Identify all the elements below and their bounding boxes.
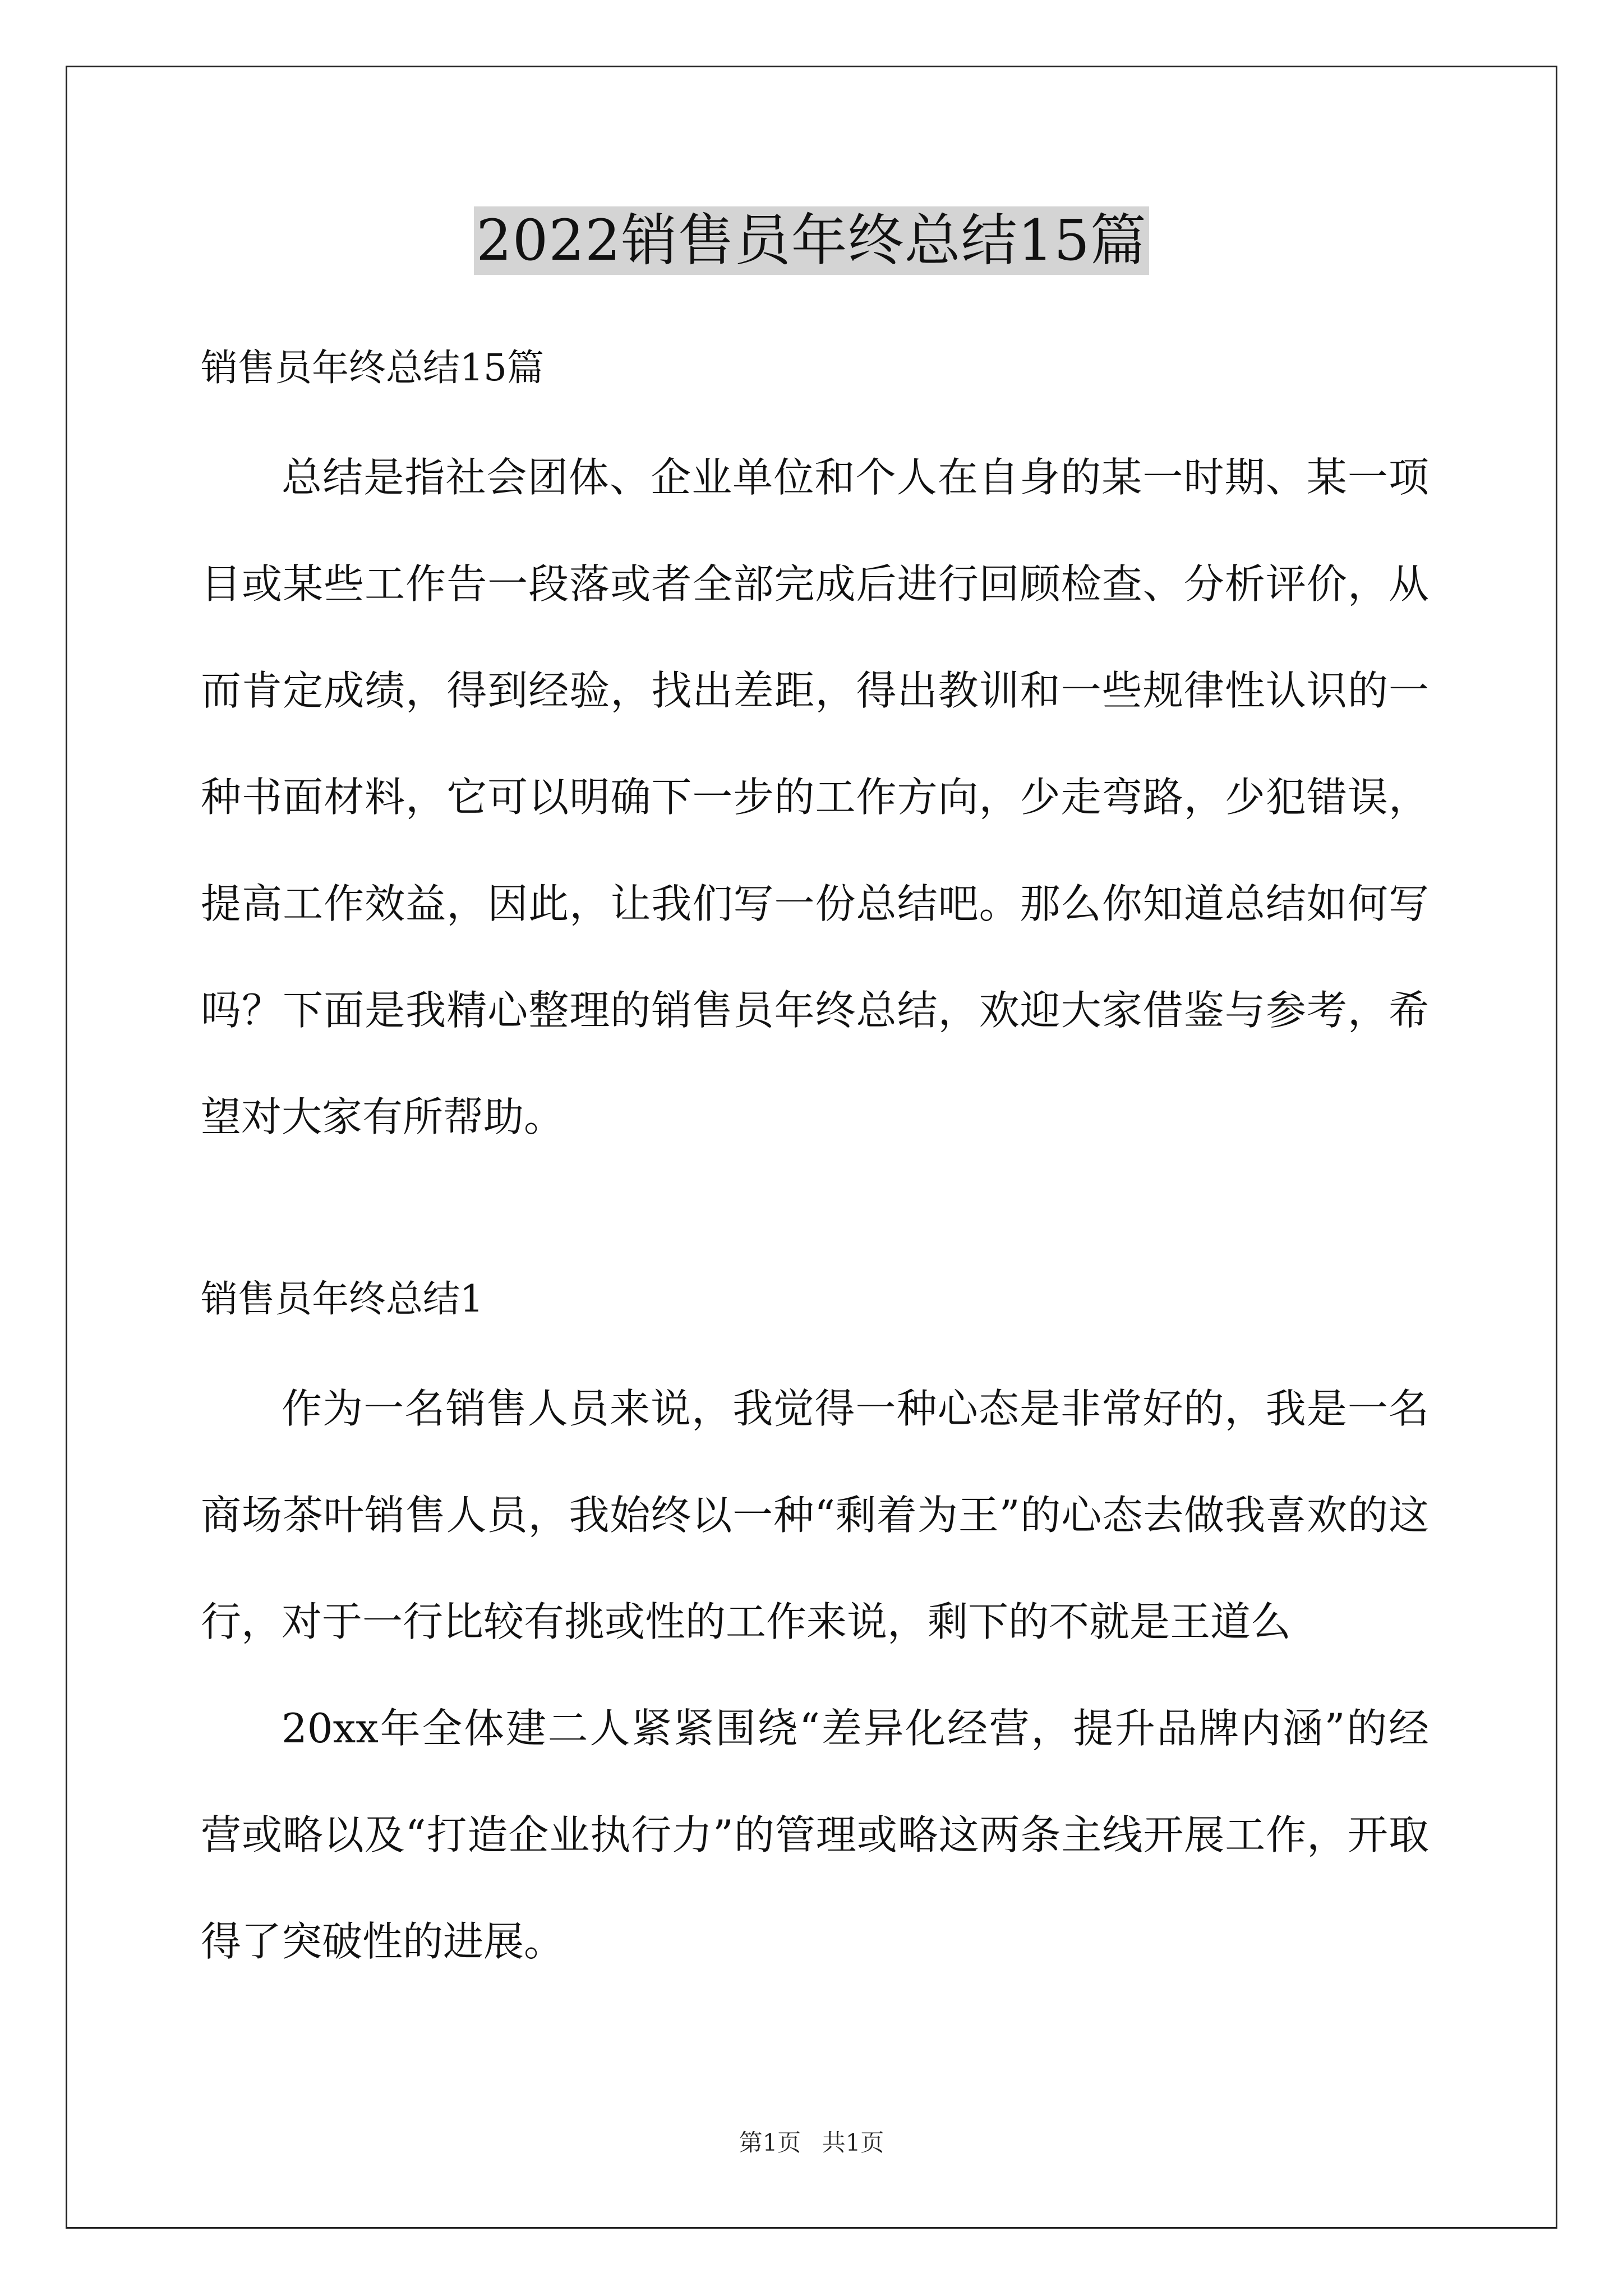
page-number: 第1页	[739, 2129, 801, 2156]
paragraph: 作为一名销售人员来说，我觉得一种心态是非常好的，我是一名商场茶叶销售人员，我始终以一种“剩着为王”的心态去做我喜欢的这行，对于一行比较有挑或性的工作来说，剩下的不就是王道么	[201, 1385, 1429, 1645]
title-container	[0, 206, 1623, 275]
paragraph: 总结是指社会团体、企业单位和个人在自身的某一时期、某一项目或某些工作告一段落或者全部完成后进行回顾检查、分析评价，从而肯定成绩，得到经验，找出差距，得出教训和一些规律性认识的一种书面材料，它可以明确下一步的工作方向，少走弯路，少犯错误，提高工作效益，因此，让我们写一份总结吧。那么你知道总结如何写吗？下面是我精心整理的销售员年终总结，欢迎大家借鉴与参考，希望对大家有所帮助。	[201, 454, 1429, 1140]
page-total: 共1页	[822, 2129, 884, 2156]
page-footer	[0, 2126, 1623, 2160]
section-heading: 销售员年终总结15篇	[201, 346, 544, 389]
paragraph: 20xx年全体建二人紧紧围绕“差异化经营，提升品牌内涵”的经营或略以及“打造企业执行力”的管理或略这两条主线开展工作，开取得了突破性的进展。	[201, 1705, 1429, 1965]
document-body	[201, 334, 1429, 1995]
section-heading: 销售员年终总结1	[201, 1277, 483, 1320]
document-title: 2022销售员年终总结15篇	[474, 206, 1149, 275]
